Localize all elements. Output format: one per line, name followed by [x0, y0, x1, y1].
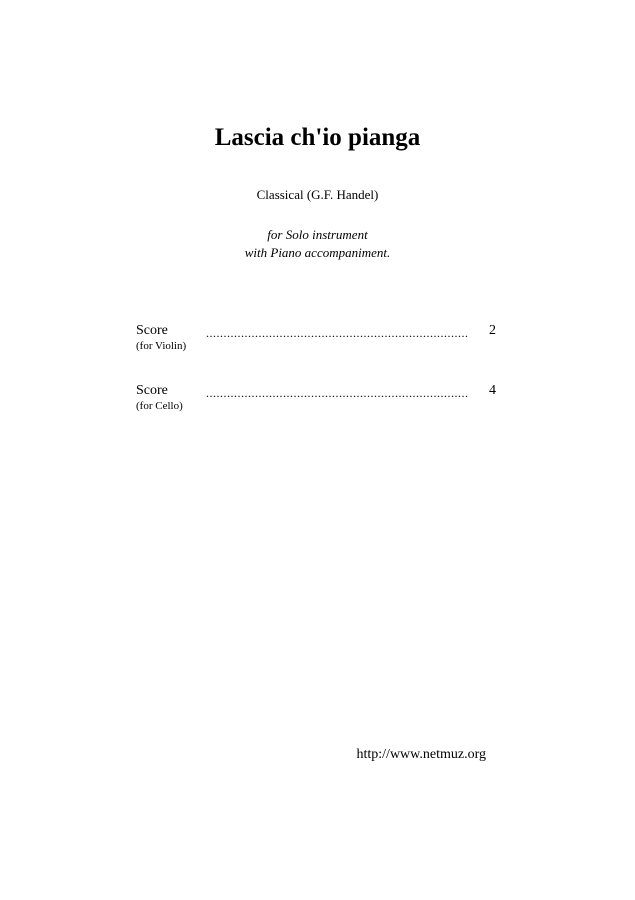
instrumentation-subtitle — [0, 226, 635, 262]
toc-page-number: 4 — [489, 383, 496, 398]
toc-entry-sublabel: (for Violin) — [136, 340, 187, 352]
toc-entry-cello — [136, 383, 498, 419]
subtitle-line-1: for Solo instrument — [267, 227, 368, 242]
subtitle-line-2: with Piano accompaniment. — [244, 245, 391, 260]
toc-entry-sublabel: (for Cello) — [136, 400, 183, 412]
toc-entry-violin — [136, 323, 498, 359]
website-url: http://www.netmuz.org — [356, 747, 486, 762]
toc-dot-leader: ........................................................................... — [206, 386, 469, 400]
toc-dot-leader: ........................................................................... — [206, 326, 469, 340]
document-title: Lascia ch'io pianga — [214, 124, 421, 151]
toc-page-number: 2 — [489, 323, 496, 338]
toc-entry-label: Score — [136, 323, 168, 338]
composer-line: Classical (G.F. Handel) — [256, 187, 379, 202]
toc-entry-label: Score — [136, 383, 168, 398]
